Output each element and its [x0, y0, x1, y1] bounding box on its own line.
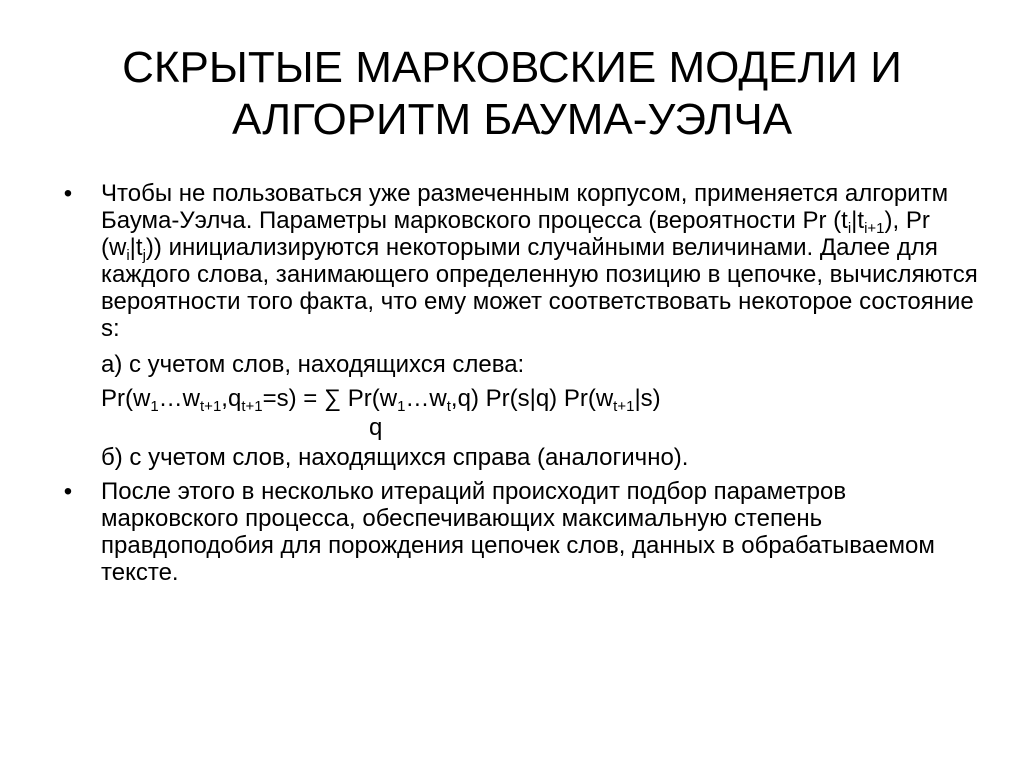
- title-line-1: СКРЫТЫЕ МАРКОВСКИЕ МОДЕЛИ И: [122, 43, 902, 92]
- formula-run: ,q: [221, 385, 242, 412]
- formula-run: …w: [405, 385, 447, 412]
- subscript: t: [446, 398, 451, 415]
- bullet-1-text: [101, 180, 978, 342]
- formula: [58, 385, 978, 415]
- bullet-2-text: После этого в несколько итераций происходит подбор параметров марковского процесса, обеспечивающих максимальную степень правдоподобия для порождения цепочек слов, данных в обрабатываемом тексте.: [101, 478, 935, 586]
- slide-title: [0, 42, 1024, 146]
- slide-body: [58, 180, 978, 586]
- bullet-icon: •: [63, 180, 73, 207]
- text-run: ), Pr (w: [101, 207, 930, 261]
- text-run: Чтобы не пользоваться уже размеченным корпусом, применяется алгоритм Баума-Уэлча. Параметры марковского процесса (вероятности Pr (t: [101, 180, 949, 234]
- sub-item-b: б) с учетом слов, находящихся справа (аналогично).: [101, 444, 689, 471]
- subscript: t+1: [200, 398, 222, 415]
- subscript: i: [126, 247, 130, 264]
- text-run: )) инициализируются некоторыми случайными величинами. Далее для каждого слова, занимающего определенную позицию в цепочке, вычисляются вероятности того факта, что ему может соответствовать некоторое состояние s:: [101, 234, 978, 342]
- subscript: t+1: [241, 398, 263, 415]
- bullet-icon: •: [63, 478, 73, 505]
- subscript: i: [847, 220, 852, 237]
- title-line-2: АЛГОРИТМ БАУМА-УЭЛЧА: [231, 95, 793, 144]
- formula-run: =s) = ∑ Pr(w: [262, 385, 398, 412]
- bullet-item-2: [58, 478, 978, 586]
- formula-run: …w: [158, 385, 201, 412]
- subscript: 1: [397, 398, 406, 415]
- formula-run: ,q) Pr(s|q) Pr(w: [450, 385, 614, 412]
- bullet-item-1: [58, 180, 978, 342]
- text-run: |t: [851, 207, 865, 234]
- formula-run: |s): [634, 385, 661, 412]
- subscript: t+1: [613, 398, 635, 415]
- subscript: 1: [150, 398, 159, 415]
- formula-sum-index: q: [369, 414, 383, 441]
- formula-run: Pr(w: [101, 385, 151, 412]
- text-run: |t: [129, 234, 143, 261]
- subscript: i+1: [864, 220, 885, 237]
- sub-item-a: а) с учетом слов, находящихся слева:: [101, 351, 525, 378]
- subscript: j: [142, 247, 146, 264]
